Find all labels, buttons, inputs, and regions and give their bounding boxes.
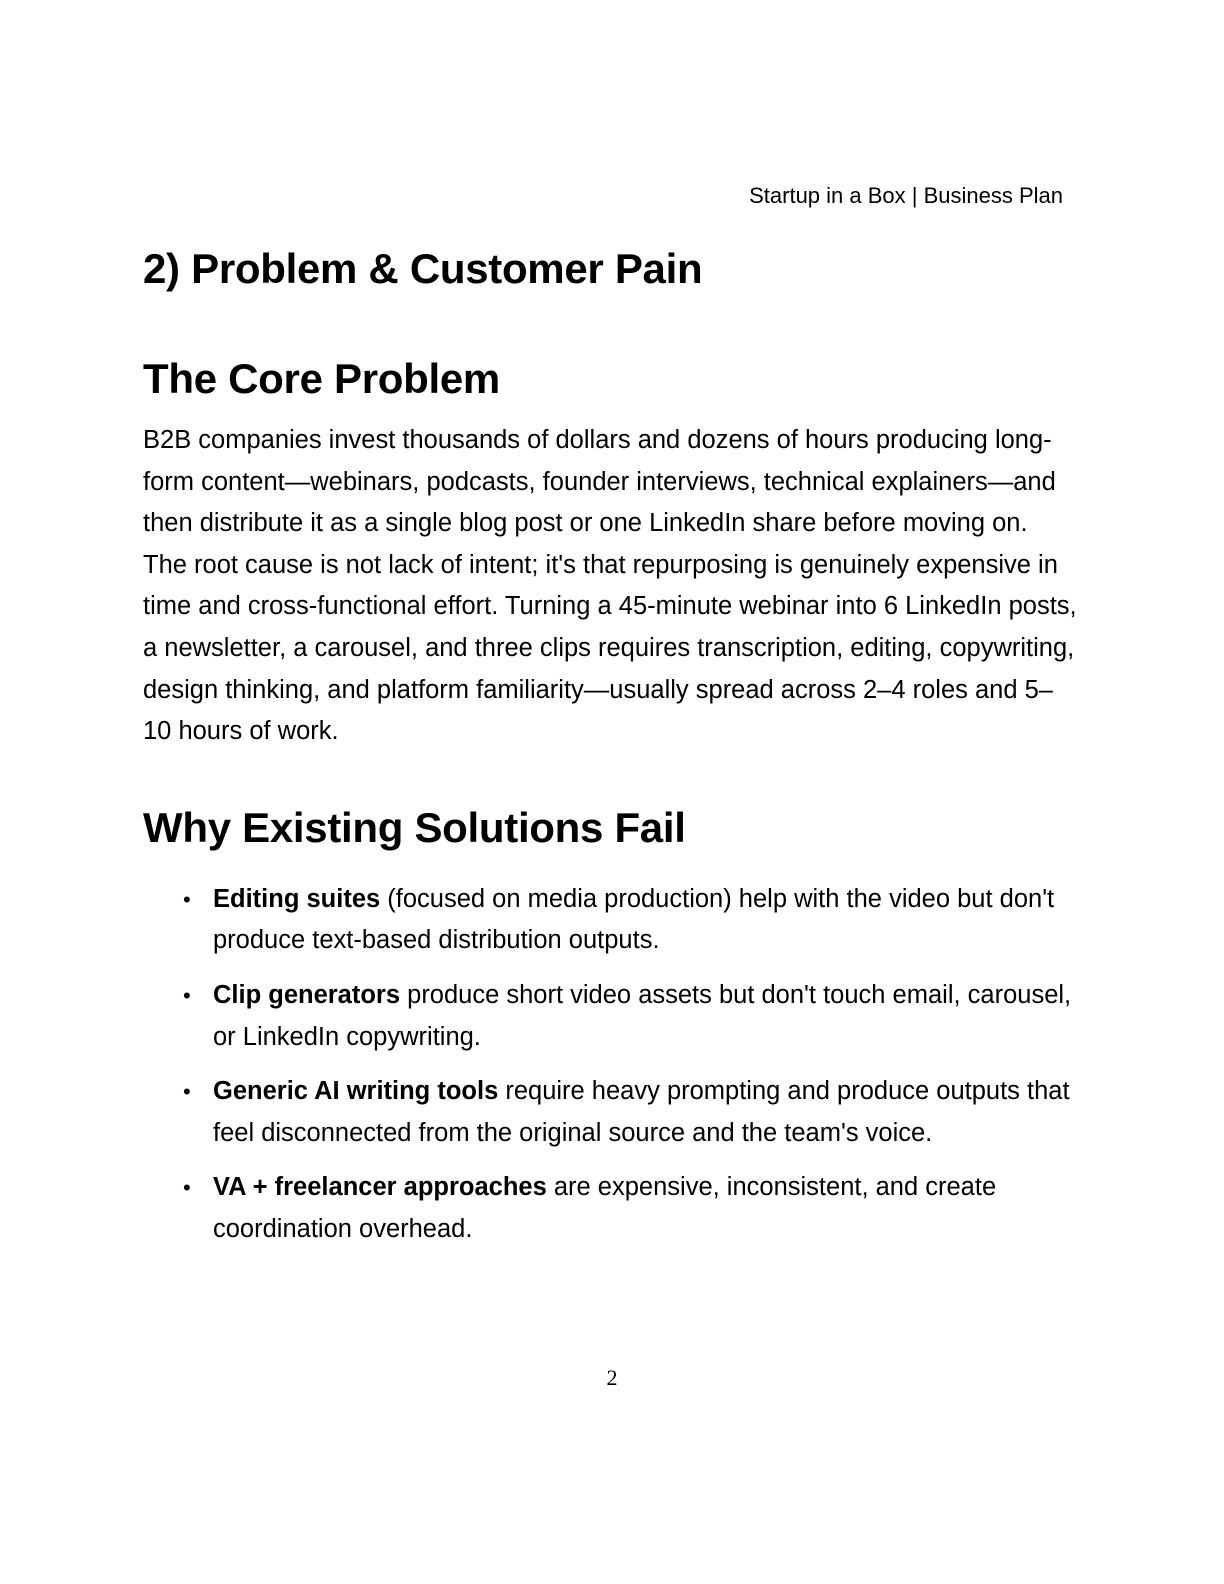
section-title: 2) Problem & Customer Pain: [143, 245, 703, 292]
bullet-icon: •: [183, 982, 191, 1008]
list-item: [143, 879, 1078, 962]
list-item-text: produce short video assets but don't touch email, carousel, or LinkedIn copywriting.: [213, 980, 1072, 1051]
list-item-term: Clip generators: [213, 980, 401, 1009]
list-item-text: require heavy prompting and produce outputs that feel disconnected from the original source and the team's voice.: [213, 1077, 1070, 1147]
solutions-list: [143, 879, 1078, 1251]
list-item: [143, 1071, 1078, 1154]
list-item: [143, 975, 1078, 1058]
core-problem-heading: The Core Problem: [143, 355, 500, 402]
list-item-term: Editing suites: [213, 884, 381, 913]
list-item-text: (focused on media production) help with the video but don't produce text-based distribution outputs.: [213, 884, 1055, 955]
list-item-term: VA + freelancer approaches: [213, 1173, 547, 1202]
list-item: [143, 1167, 1078, 1250]
why-fail-heading: Why Existing Solutions Fail: [143, 803, 686, 851]
bullet-icon: •: [183, 1079, 191, 1105]
running-header: Startup in a Box | Business Plan: [749, 183, 1063, 208]
page-number: 2: [606, 1365, 618, 1390]
list-item-term: Generic AI writing tools: [213, 1077, 499, 1106]
list-item-text: are expensive, inconsistent, and create coordination overhead.: [213, 1173, 997, 1243]
bullet-icon: •: [183, 886, 191, 912]
bullet-icon: •: [183, 1175, 191, 1201]
core-problem-paragraph: B2B companies invest thousands of dollars and dozens of hours producing long-form content—webinars, podcasts, founder interviews, technical explainers—and then distribute it as a single blog post or one LinkedIn share before moving on. The root cause is not lack of intent; it's that repurposing is genuinely expensive in time and cross-functional effort. Turning a 45-minute webinar into 6 LinkedIn posts, a newsletter, a carousel, and three clips requires transcription, editing, copywriting, design thinking, and platform familiarity—usually spread across 2–4 roles and 5–10 hours of work.: [143, 426, 1077, 746]
page-content: [143, 238, 1078, 1264]
